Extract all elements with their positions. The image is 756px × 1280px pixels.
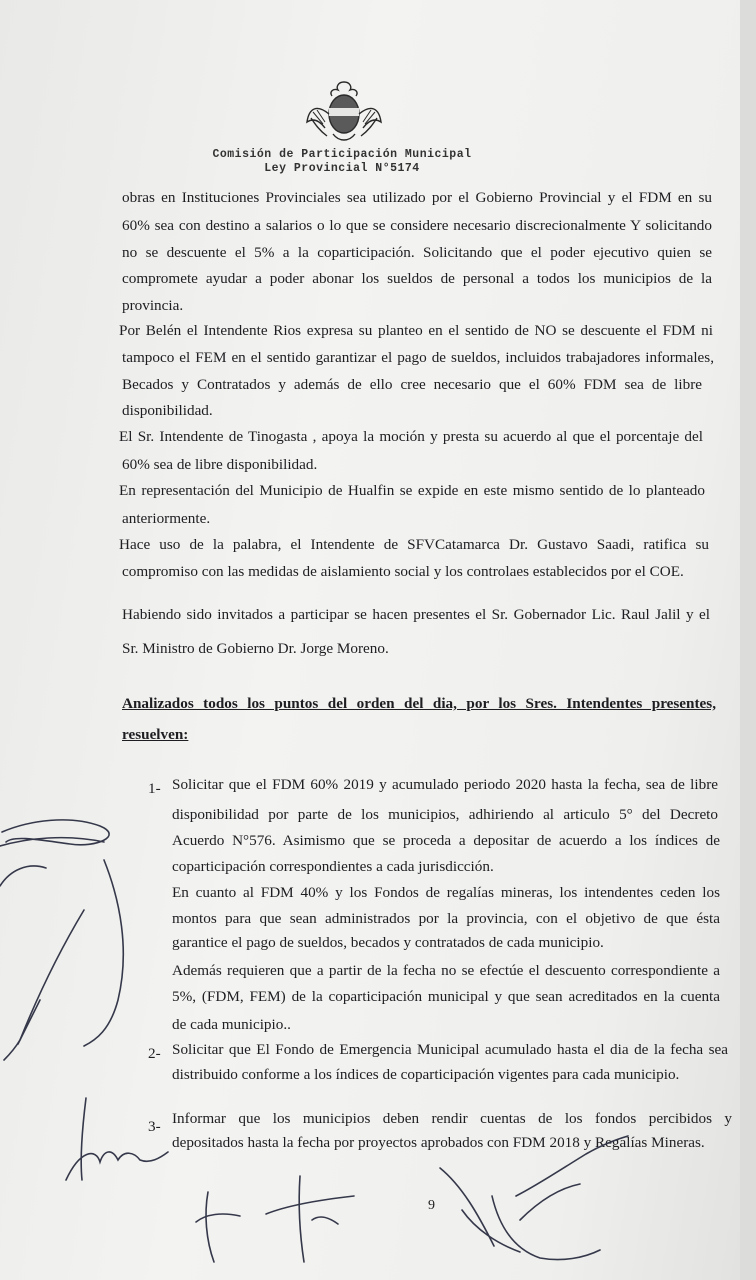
paragraph-line: compromete ayudar a poder abonar los sueldos de personal a todos los municipios de la [122,270,712,287]
paragraph-line: Por Belén el Intendente Rios expresa su planteo en el sentido de NO se descuente el FDM ni [119,322,713,339]
commission-title: Comisión de Participación Municipal [212,148,472,161]
paragraph-line: disponibilidad. [122,402,213,419]
item-line: coparticipación correspondientes a cada jurisdicción. [172,858,494,875]
item-line: distribuido conforme a los índices de coparticipación vigentes para cada municipio. [172,1066,680,1083]
paragraph-line: Habiendo sido invitados a participar se hacen presentes el Sr. Gobernador Lic. Raul Jalil y el [122,606,710,623]
item-number: 2- [148,1045,161,1062]
item-line: Acuerdo N°576. Asimismo que se proceda a depositar de acuerdo a los índices de [172,832,720,849]
item-line: Solicitar que El Fondo de Emergencia Municipal acumulado hasta el dia de la fecha sea [172,1041,728,1058]
item-line: depositados hasta la fecha por proyectos aprobados con FDM 2018 y Regalías Mineras. [172,1134,705,1151]
resolution-heading-end: resuelven: [122,726,189,743]
paragraph-line: El Sr. Intendente de Tinogasta , apoya la moción y presta su acuerdo al que el porcentaje del [119,428,703,445]
paragraph-line: compromiso con las medidas de aislamiento social y los controlaes establecidos por el COE. [122,563,684,580]
paragraph-line: tampoco el FEM en el sentido garantizar el pago de sueldos, incluidos trabajadores informales, [122,349,714,366]
item-line: 5%, (FDM, FEM) de la coparticipación municipal y que sean acreditados en la cuenta [172,988,720,1005]
paragraph-line: provincia. [122,297,184,314]
item-number: 3- [148,1118,161,1135]
paragraph-line: En representación del Municipio de Hualfin se expide en este mismo sentido de lo planteado [119,482,705,499]
item-line: disponibilidad por parte de los municipios, adhiriendo al articulo 5° del Decreto [172,806,718,823]
paragraph-line: 60% sea de libre disponibilidad. [122,456,318,473]
resolution-heading: Analizados todos los puntos del orden del dia, por los Sres. Intendentes presentes, [122,695,716,712]
item-line: de cada municipio.. [172,1016,291,1033]
item-line: Solicitar que el FDM 60% 2019 y acumulado periodo 2020 hasta la fecha, sea de libre [172,776,718,793]
item-number: 1- [148,780,161,797]
paragraph-line: Hace uso de la palabra, el Intendente de SFVCatamarca Dr. Gustavo Saadi, ratifica su [119,536,709,553]
paragraph-line: Sr. Ministro de Gobierno Dr. Jorge Moreno. [122,640,389,657]
item-line: En cuanto al FDM 40% y los Fondos de regalías mineras, los intendentes ceden los [172,884,720,901]
paragraph-line: obras en Instituciones Provinciales sea utilizado por el Gobierno Provincial y el FDM en su [122,189,712,206]
law-reference: Ley Provincial N°5174 [264,162,420,175]
page-number: 9 [428,1198,435,1213]
paragraph-line: anteriormente. [122,510,211,527]
paragraph-line: 60% sea con destino a salarios o lo que se considere necesario discrecionalmente Y solicitando [122,217,712,234]
item-line: Además requieren que a partir de la fecha no se efectúe el descuento correspondiente a [172,962,720,979]
provincial-crest-icon [303,78,385,146]
paragraph-line: no se descuente el 5% a la coparticipación. Solicitando que el poder ejecutivo quien se [122,244,712,261]
item-line: Informar que los municipios deben rendir cuentas de los fondos percibidos y [172,1110,732,1127]
item-line: garantice el pago de sueldos, becados y contratados de cada municipio. [172,934,604,951]
item-line: montos para que sean administrados por la provincia, con el objetivo de que ésta [172,910,720,927]
paragraph-line: Becados y Contratados y además de ello cree necesario que el 60% FDM sea de libre [122,376,702,393]
